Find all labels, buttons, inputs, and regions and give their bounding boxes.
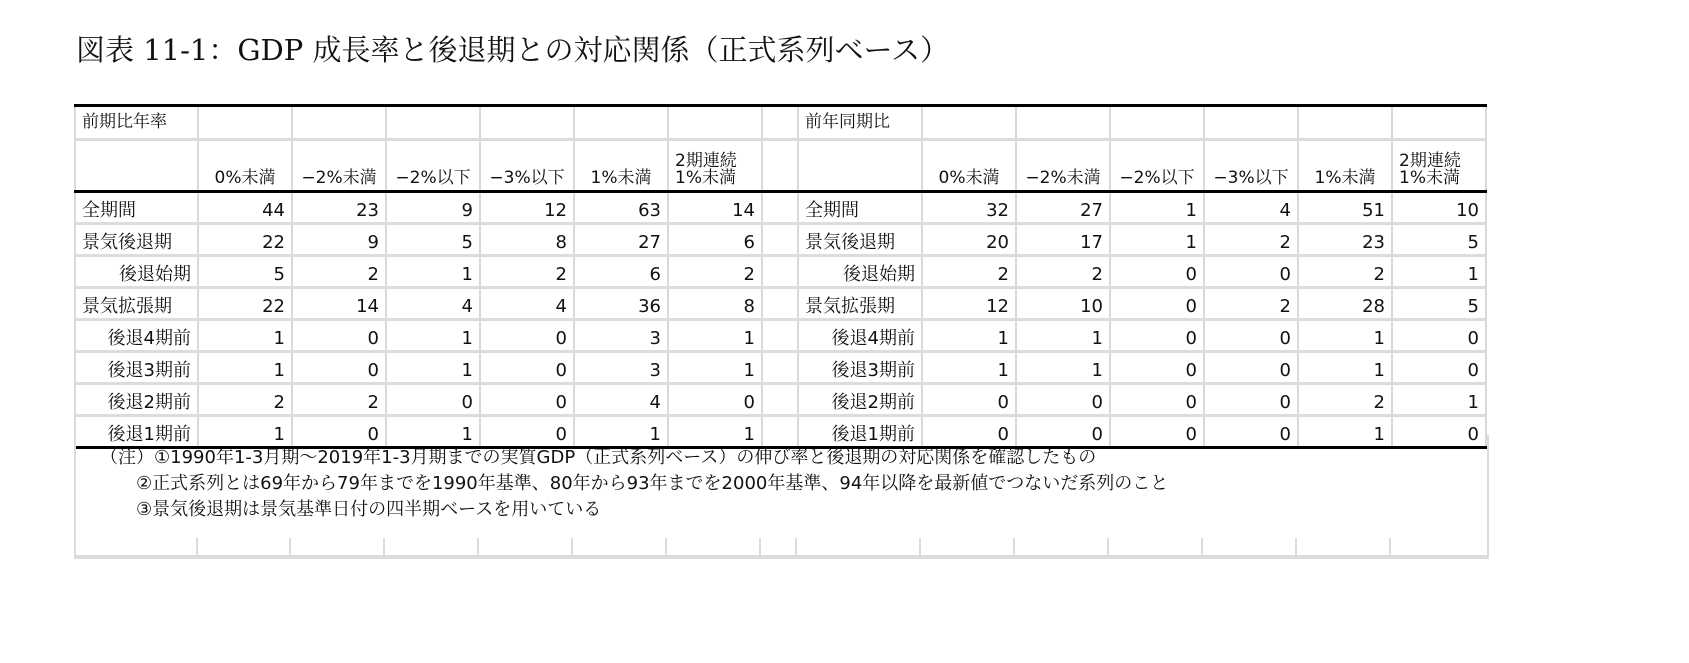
gridline-tick: [477, 538, 479, 555]
gap-cell[interactable]: [762, 352, 798, 384]
gridline-tick: [795, 538, 797, 555]
cell[interactable]: [1298, 106, 1392, 140]
gap-cell[interactable]: [762, 320, 798, 352]
table-row: [75, 288, 1486, 320]
value-cell[interactable]: 1: [386, 256, 480, 288]
value-cell[interactable]: 6: [668, 224, 762, 256]
value-cell[interactable]: 4: [480, 288, 574, 320]
header-line: 1%未満: [675, 168, 736, 188]
spreadsheet-table: [74, 104, 1485, 449]
value-cell[interactable]: 1: [1298, 352, 1392, 384]
gap-cell[interactable]: [762, 106, 798, 140]
cell[interactable]: [798, 140, 922, 192]
table-row: [75, 256, 1486, 288]
gridline-tick: [383, 538, 385, 555]
value-cell[interactable]: 0: [1110, 416, 1204, 448]
value-cell[interactable]: 0: [1392, 352, 1486, 384]
row-label[interactable]: 全期間: [75, 192, 198, 224]
value-cell[interactable]: 0: [386, 384, 480, 416]
row-label[interactable]: 後退3期前: [798, 352, 922, 384]
gridline-tick: [759, 538, 761, 555]
value-cell[interactable]: 27: [1016, 192, 1110, 224]
value-cell[interactable]: 17: [1016, 224, 1110, 256]
gridline-tick: [1107, 538, 1109, 555]
header-line: 2期連続: [675, 151, 737, 171]
cell[interactable]: [198, 106, 292, 140]
value-cell[interactable]: 1: [198, 320, 292, 352]
gridline-tick: [289, 538, 291, 555]
gdp-recession-table: [74, 104, 1487, 449]
value-cell[interactable]: 23: [1298, 224, 1392, 256]
value-cell[interactable]: 1: [922, 352, 1016, 384]
value-cell[interactable]: 2: [292, 256, 386, 288]
notes: [100, 445, 1168, 523]
value-cell[interactable]: 4: [1204, 192, 1298, 224]
value-cell[interactable]: 4: [574, 384, 668, 416]
value-cell[interactable]: 0: [922, 384, 1016, 416]
value-cell[interactable]: 0: [480, 416, 574, 448]
value-cell[interactable]: 0: [292, 320, 386, 352]
header-line: 1%未満: [1399, 168, 1460, 188]
row-label[interactable]: 後退2期前: [75, 384, 198, 416]
value-cell[interactable]: 2: [480, 256, 574, 288]
value-cell[interactable]: 0: [1016, 416, 1110, 448]
value-cell[interactable]: 0: [1204, 320, 1298, 352]
right-section-label[interactable]: 前年同期比: [798, 106, 922, 140]
row-label[interactable]: 後退2期前: [798, 384, 922, 416]
cell[interactable]: [1392, 106, 1486, 140]
left-col-header[interactable]: 1%未満: [574, 140, 668, 192]
right-col-header[interactable]: −3%以下: [1204, 140, 1298, 192]
value-cell[interactable]: 0: [1110, 384, 1204, 416]
value-cell[interactable]: 0: [1204, 352, 1298, 384]
cell[interactable]: [480, 106, 574, 140]
right-col-header[interactable]: 1%未満: [1298, 140, 1392, 192]
value-cell[interactable]: 5: [198, 256, 292, 288]
value-cell[interactable]: 2: [668, 256, 762, 288]
value-cell[interactable]: 22: [198, 288, 292, 320]
gap-cell[interactable]: [762, 256, 798, 288]
row-label[interactable]: 景気拡張期: [75, 288, 198, 320]
value-cell[interactable]: 0: [922, 416, 1016, 448]
value-cell[interactable]: 2: [1016, 256, 1110, 288]
row-label[interactable]: 景気後退期: [75, 224, 198, 256]
cell[interactable]: [1016, 106, 1110, 140]
cell[interactable]: [75, 140, 198, 192]
note-2: ②正式系列とは69年から79年までを1990年基準、80年から93年までを2000年基準、94年以降を最新値でつないだ系列のこと: [136, 473, 1169, 494]
value-cell[interactable]: 2: [292, 384, 386, 416]
gridline-tick: [571, 538, 573, 555]
value-cell[interactable]: 22: [198, 224, 292, 256]
value-cell[interactable]: 0: [1204, 384, 1298, 416]
value-cell[interactable]: 1: [386, 320, 480, 352]
value-cell[interactable]: 1: [1392, 256, 1486, 288]
table-row: [75, 224, 1486, 256]
row-label[interactable]: 後退1期前: [75, 416, 198, 448]
value-cell[interactable]: 0: [1110, 256, 1204, 288]
value-cell[interactable]: 2: [1204, 288, 1298, 320]
value-cell[interactable]: 0: [292, 416, 386, 448]
section-header-row: [75, 106, 1486, 140]
value-cell[interactable]: 36: [574, 288, 668, 320]
value-cell[interactable]: 1: [198, 352, 292, 384]
value-cell[interactable]: 0: [1016, 384, 1110, 416]
value-cell[interactable]: 0: [1392, 320, 1486, 352]
value-cell[interactable]: 23: [292, 192, 386, 224]
left-col-header-two-period[interactable]: [668, 140, 762, 192]
gridline-tick: [1201, 538, 1203, 555]
cell[interactable]: [1204, 106, 1298, 140]
value-cell[interactable]: 6: [574, 256, 668, 288]
left-section-label[interactable]: 前期比年率: [75, 106, 198, 140]
value-cell[interactable]: 12: [922, 288, 1016, 320]
cell[interactable]: [386, 106, 480, 140]
value-cell[interactable]: 8: [480, 224, 574, 256]
table-row: [75, 384, 1486, 416]
gridline-tick: [1389, 538, 1391, 555]
value-cell[interactable]: 1: [1110, 224, 1204, 256]
table-row: [75, 192, 1486, 224]
table-row: [75, 352, 1486, 384]
cell[interactable]: [922, 106, 1016, 140]
note-1: （注）①1990年1-3月期～2019年1-3月期までの実質GDP（正式系列ベース）の伸び率と後退期の対応関係を確認したもの: [100, 447, 1097, 468]
value-cell[interactable]: 5: [1392, 224, 1486, 256]
value-cell[interactable]: 8: [668, 288, 762, 320]
value-cell[interactable]: 1: [1110, 192, 1204, 224]
value-cell[interactable]: 63: [574, 192, 668, 224]
value-cell[interactable]: 1: [386, 416, 480, 448]
value-cell[interactable]: 0: [1110, 352, 1204, 384]
right-col-header[interactable]: −2%以下: [1110, 140, 1204, 192]
right-col-header-two-period[interactable]: [1392, 140, 1486, 192]
value-cell[interactable]: 0: [1204, 416, 1298, 448]
value-cell[interactable]: 1: [386, 352, 480, 384]
value-cell[interactable]: 3: [574, 352, 668, 384]
gridline-tick: [665, 538, 667, 555]
value-cell[interactable]: 2: [1298, 256, 1392, 288]
value-cell[interactable]: 0: [1110, 320, 1204, 352]
value-cell[interactable]: 1: [922, 320, 1016, 352]
value-cell[interactable]: 10: [1392, 192, 1486, 224]
value-cell[interactable]: 20: [922, 224, 1016, 256]
header-line: 2期連続: [1399, 151, 1461, 171]
value-cell[interactable]: 1: [668, 416, 762, 448]
row-label[interactable]: 後退始期: [75, 256, 198, 288]
value-cell[interactable]: 2: [198, 384, 292, 416]
left-col-header[interactable]: −3%以下: [480, 140, 574, 192]
table-row: [75, 320, 1486, 352]
gap-cell[interactable]: [762, 384, 798, 416]
right-col-header[interactable]: −2%未満: [1016, 140, 1110, 192]
gap-cell[interactable]: [762, 140, 798, 192]
value-cell[interactable]: 44: [198, 192, 292, 224]
value-cell[interactable]: 1: [1016, 320, 1110, 352]
value-cell[interactable]: 2: [922, 256, 1016, 288]
value-cell[interactable]: 3: [574, 320, 668, 352]
value-cell[interactable]: 4: [386, 288, 480, 320]
left-col-header[interactable]: −2%以下: [386, 140, 480, 192]
value-cell[interactable]: 0: [480, 352, 574, 384]
gap-cell[interactable]: [762, 192, 798, 224]
value-cell[interactable]: 1: [668, 320, 762, 352]
gridline-tick: [1013, 538, 1015, 555]
left-col-header[interactable]: 0%未満: [198, 140, 292, 192]
value-cell[interactable]: 0: [480, 384, 574, 416]
value-cell[interactable]: 2: [1204, 224, 1298, 256]
gridline-tick: [196, 538, 198, 555]
column-header-row: [75, 140, 1486, 192]
value-cell[interactable]: 32: [922, 192, 1016, 224]
value-cell[interactable]: 9: [292, 224, 386, 256]
value-cell[interactable]: 1: [574, 416, 668, 448]
page-title: 図表 11-1：GDP 成長率と後退期との対応関係（正式系列ベース）: [76, 33, 950, 67]
value-cell[interactable]: 12: [480, 192, 574, 224]
notes-area: [74, 435, 1489, 559]
row-label[interactable]: 景気後退期: [798, 224, 922, 256]
value-cell[interactable]: 1: [1392, 384, 1486, 416]
cell[interactable]: [292, 106, 386, 140]
value-cell[interactable]: 1: [1298, 320, 1392, 352]
value-cell[interactable]: 1: [668, 352, 762, 384]
gridline-tick: [1295, 538, 1297, 555]
row-label[interactable]: 後退4期前: [798, 320, 922, 352]
value-cell[interactable]: 0: [668, 384, 762, 416]
value-cell[interactable]: 2: [1298, 384, 1392, 416]
gap-cell[interactable]: [762, 288, 798, 320]
value-cell[interactable]: 9: [386, 192, 480, 224]
value-cell[interactable]: 0: [480, 320, 574, 352]
value-cell[interactable]: 0: [1392, 416, 1486, 448]
value-cell[interactable]: 1: [1298, 416, 1392, 448]
right-col-header[interactable]: 0%未満: [922, 140, 1016, 192]
value-cell[interactable]: 14: [292, 288, 386, 320]
gridline-tick: [919, 538, 921, 555]
value-cell[interactable]: 5: [1392, 288, 1486, 320]
value-cell[interactable]: 28: [1298, 288, 1392, 320]
row-label[interactable]: 全期間: [798, 192, 922, 224]
row-label[interactable]: 後退3期前: [75, 352, 198, 384]
value-cell[interactable]: 27: [574, 224, 668, 256]
row-label[interactable]: 後退始期: [798, 256, 922, 288]
note-3: ③景気後退期は景気基準日付の四半期ベースを用いている: [136, 499, 602, 520]
value-cell[interactable]: 0: [1110, 288, 1204, 320]
cell[interactable]: [1110, 106, 1204, 140]
left-col-header[interactable]: −2%未満: [292, 140, 386, 192]
cell[interactable]: [574, 106, 668, 140]
row-label[interactable]: 景気拡張期: [798, 288, 922, 320]
value-cell[interactable]: 14: [668, 192, 762, 224]
row-label[interactable]: 後退1期前: [798, 416, 922, 448]
value-cell[interactable]: 1: [1016, 352, 1110, 384]
value-cell[interactable]: 51: [1298, 192, 1392, 224]
gap-cell[interactable]: [762, 224, 798, 256]
value-cell[interactable]: 5: [386, 224, 480, 256]
value-cell[interactable]: 0: [1204, 256, 1298, 288]
cell[interactable]: [668, 106, 762, 140]
value-cell[interactable]: 1: [198, 416, 292, 448]
row-label[interactable]: 後退4期前: [75, 320, 198, 352]
value-cell[interactable]: 0: [292, 352, 386, 384]
value-cell[interactable]: 10: [1016, 288, 1110, 320]
